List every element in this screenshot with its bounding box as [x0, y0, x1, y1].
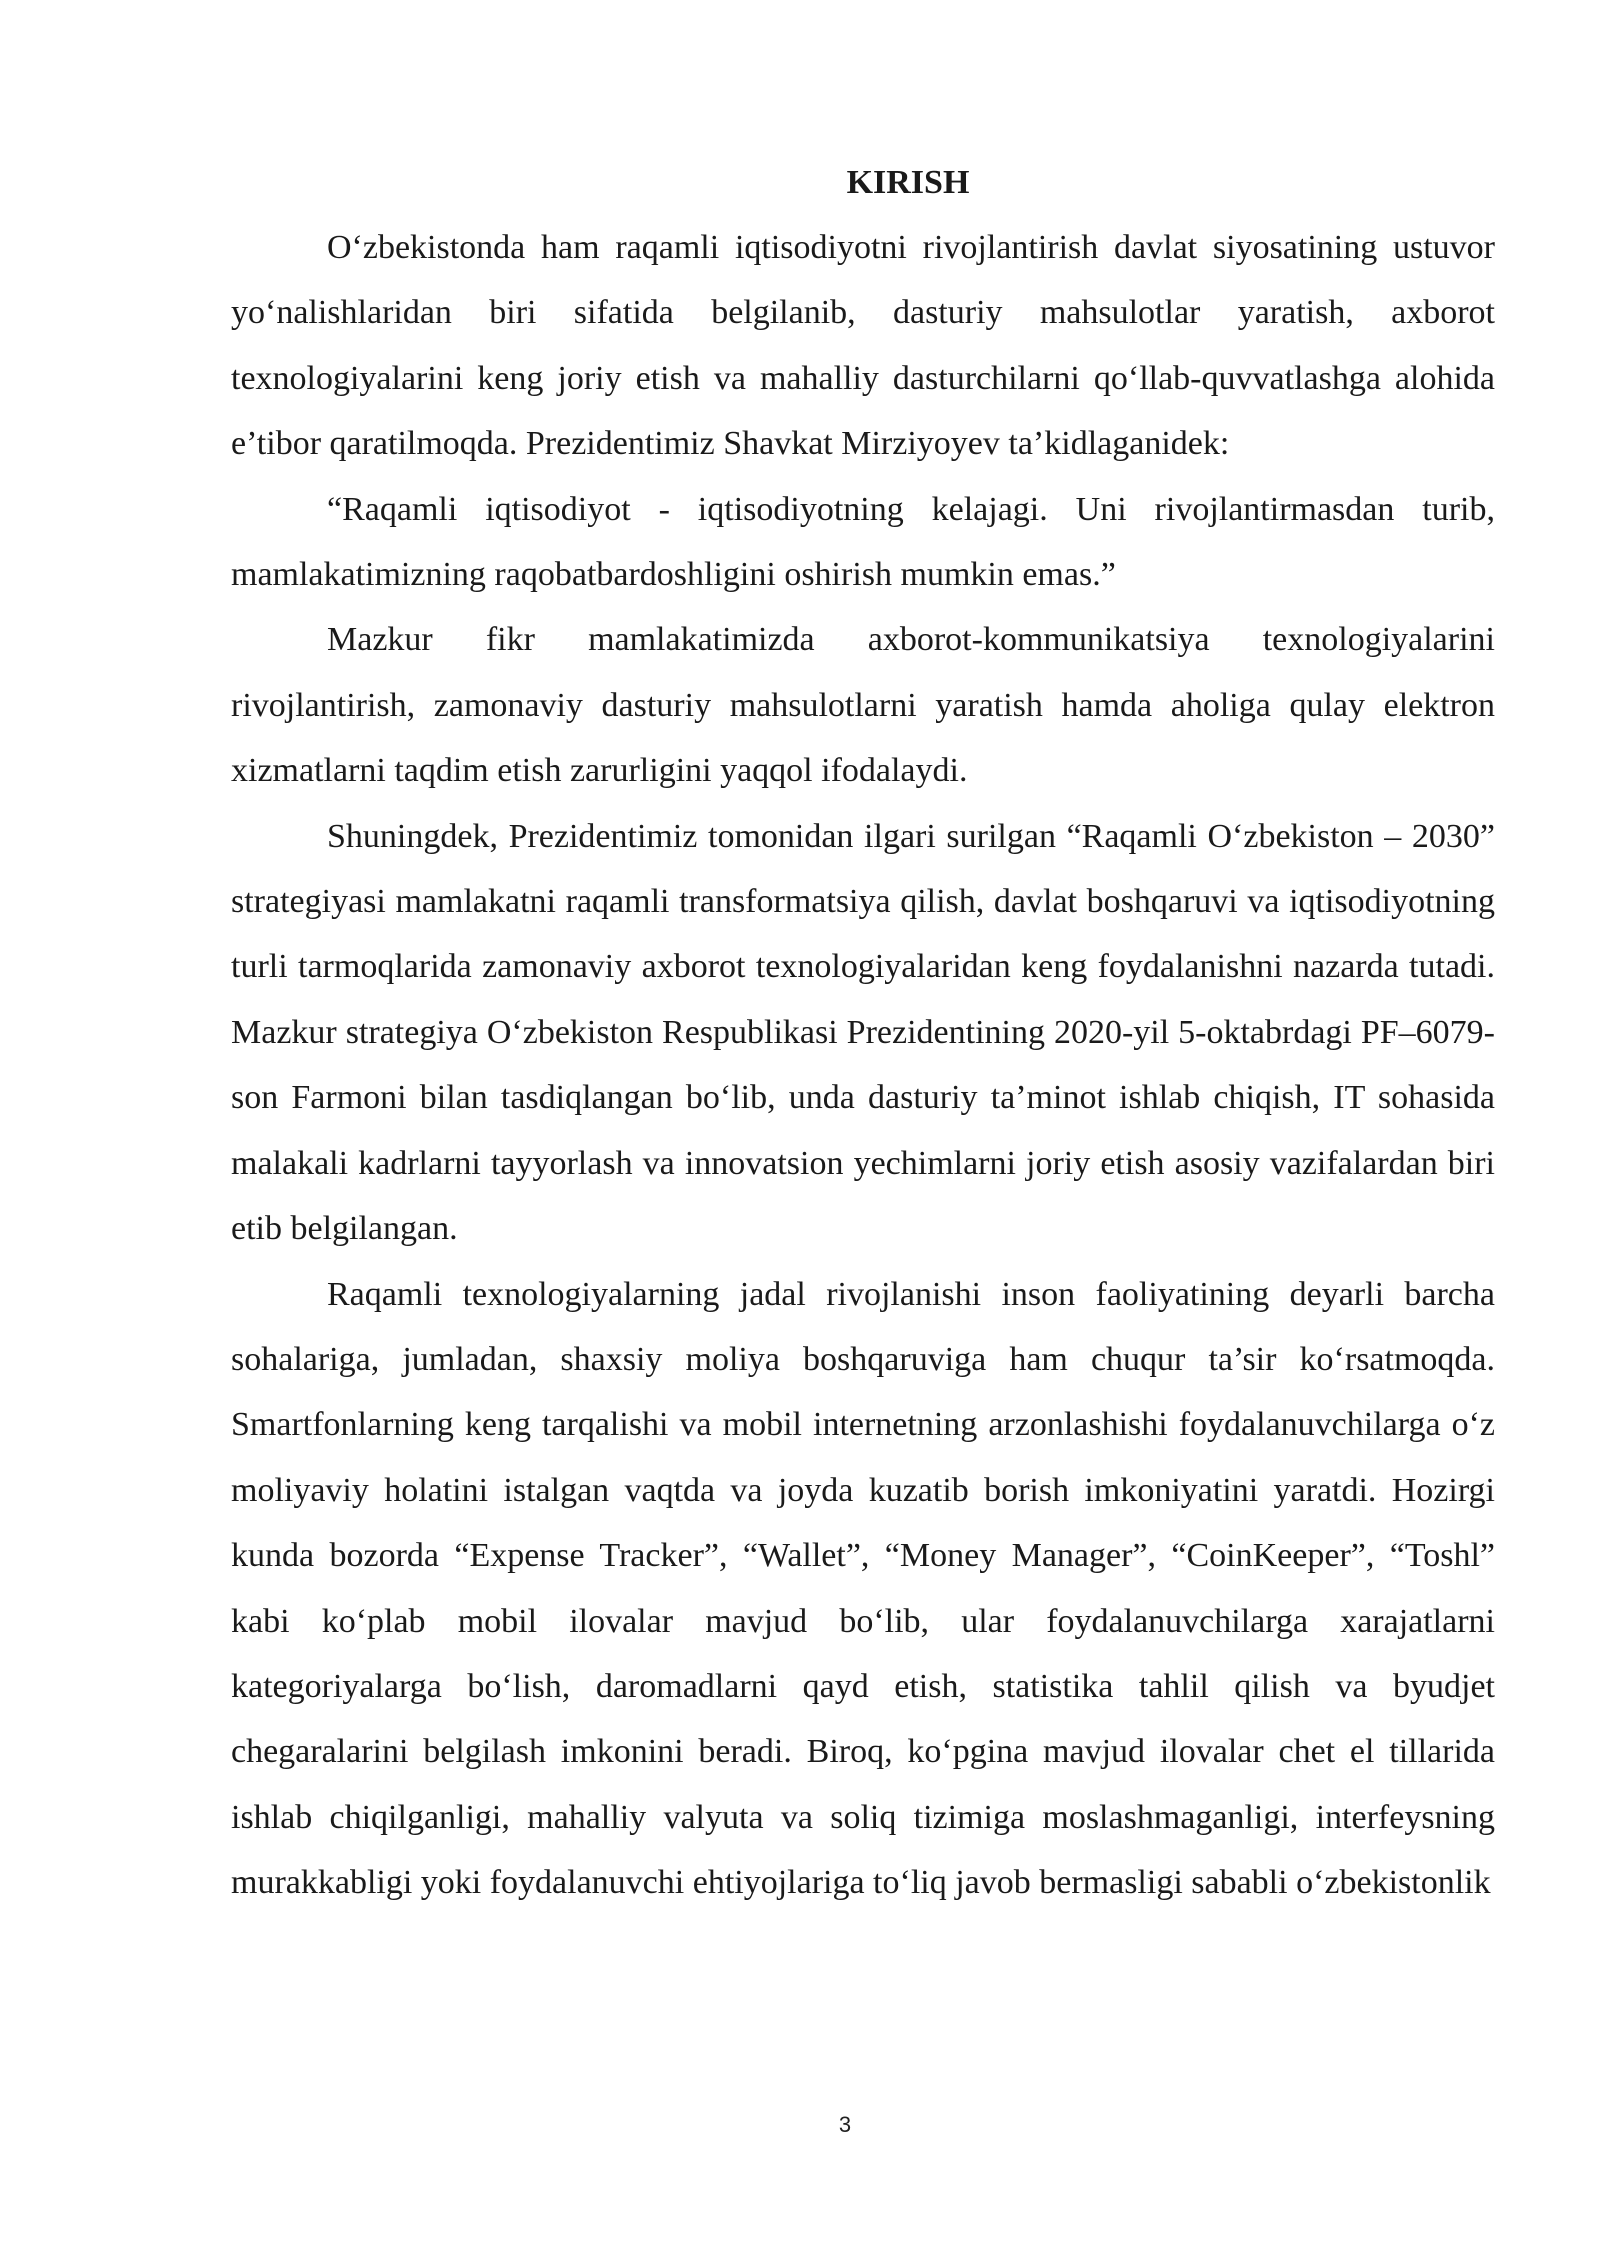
paragraph-3: Mazkur fikr mamlakatimizda axborot-kommunikatsiya texnologiyalarini rivojlantirish, zamonaviy dasturiy mahsulotlarni yaratish hamda aholiga qulay elektron xizmatlarni taqdim etish zarurligini yaqqol ifodalaydi.	[231, 621, 1495, 790]
paragraph-5: Raqamli texnologiyalarning jadal rivojlanishi inson faoliyatining deyarli barcha sohalariga, jumladan, shaxsiy moliya boshqaruviga ham chuqur ta’sir ko‘rsatmoqda. Smartfonlarning keng tarqalishi va mobil internetning arzonlashishi foydalanuvchilarga o‘z moliyaviy holatini istalgan vaqtda va joyda kuzatib borish imkoniyatini yaratdi. Hozirgi kunda bozorda “Expense Tracker”, “Wallet”, “Money Manager”, “CoinKeeper”, “Toshl” kabi ko‘plab mobil ilovalar mavjud bo‘lib, ular foydalanuvchilarga xarajatlarni kategoriyalarga bo‘lish, daromadlarni qayd etish, statistika tahlil qilish va byudjet chegaralarini belgilash imkonini beradi. Biroq, ko‘pgina mavjud ilovalar chet el tillarida ishlab chiqilganligi, mahalliy valyuta va soliq tizimiga moslashmaganligi, interfeysning murakkabligi yoki foydalanuvchi ehtiyojlariga to‘liq javob bermasligi sababli o‘zbekistonlik	[231, 1275, 1495, 1902]
section-title: KIRISH	[846, 164, 970, 201]
paragraph-2-quote: “Raqamli iqtisodiyot - iqtisodiyotning kelajagi. Uni rivojlantirmasdan turib, mamlakatimizning raqobatbardoshligini oshirish mumkin emas.”	[231, 490, 1495, 594]
paragraph-1: O‘zbekistonda ham raqamli iqtisodiyotni rivojlantirish davlat siyosatining ustuvor yo‘nalishlaridan biri sifatida belgilanib, dasturiy mahsulotlar yaratish, axborot texnologiyalarini keng joriy etish va mahalliy dasturchilarni qo‘llab-quvvatlashga alohida e’tibor qaratilmoqda. Prezidentimiz Shavkat Mirziyoyev ta’kidlaganidek:	[231, 229, 1495, 463]
paragraph-4: Shuningdek, Prezidentimiz tomonidan ilgari surilgan “Raqamli O‘zbekiston – 2030” strategiyasi mamlakatni raqamli transformatsiya qilish, davlat boshqaruvi va iqtisodiyotning turli tarmoqlarida zamonaviy axborot texnologiyalaridan keng foydalanishni nazarda tutadi. Mazkur strategiya O‘zbekiston Respublikasi Prezidentining 2020-yil 5-oktabrdagi PF–6079-son Farmoni bilan tasdiqlangan bo‘lib, unda dasturiy ta’minot ishlab chiqish, IT sohasida malakali kadrlarni tayyorlash va innovatsion yechimlarni joriy etish asosiy vazifalardan biri etib belgilangan.	[231, 817, 1495, 1248]
document-page	[231, 150, 1495, 1916]
page-number: 3	[838, 2112, 852, 2137]
